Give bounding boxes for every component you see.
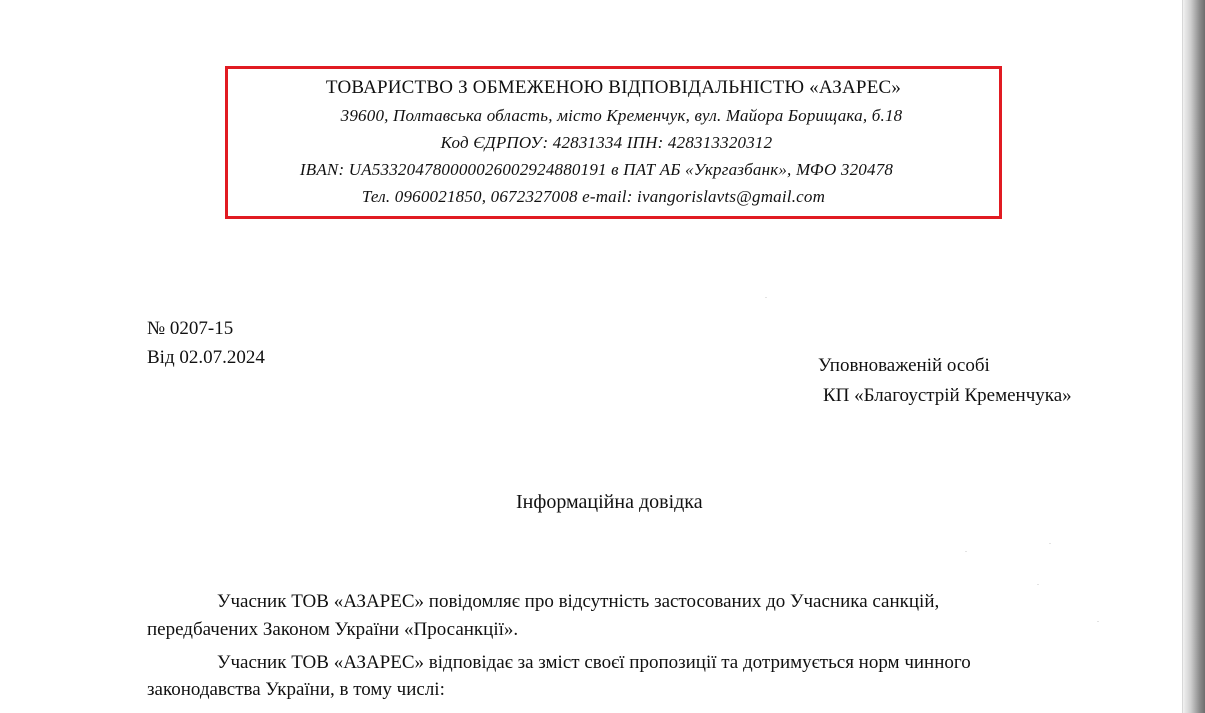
company-contacts: Тел. 0960021850, 0672327008 e-mail: ivangorislavts@gmail.com bbox=[361, 187, 826, 206]
recipient-title: Уповноваженій особі bbox=[818, 355, 990, 376]
paragraph-1-line-1: Учасник ТОВ «АЗАРЕС» повідомляє про відсутність застосованих до Учасника санкцій, bbox=[217, 591, 940, 612]
document-title: Інформаційна довідка bbox=[516, 491, 703, 513]
page-edge-shadow bbox=[1183, 0, 1205, 713]
scan-speck bbox=[1097, 621, 1099, 622]
scan-speck bbox=[1037, 584, 1039, 585]
scan-speck bbox=[965, 551, 967, 552]
document-number: № 0207-15 bbox=[147, 318, 234, 339]
paragraph-2-line-1: Учасник ТОВ «АЗАРЕС» відповідає за зміст своєї пропозиції та дотримується норм чинного bbox=[217, 652, 971, 673]
letterhead-box bbox=[225, 66, 1002, 219]
company-name: ТОВАРИСТВО З ОБМЕЖЕНОЮ ВІДПОВІДАЛЬНІСТЮ «АЗАРЕС» bbox=[325, 77, 902, 98]
company-address: 39600, Полтавська область, місто Кременчук, вул. Майора Борищака, б.18 bbox=[340, 106, 903, 125]
scan-speck bbox=[1049, 543, 1051, 544]
paragraph-2-line-2: законодавства України, в тому числі: bbox=[147, 679, 445, 700]
recipient-organization: КП «Благоустрій Кременчука» bbox=[823, 385, 1072, 406]
paragraph-1-line-2: передбачених Законом України «Просанкції». bbox=[147, 619, 519, 640]
company-codes: Код ЄДРПОУ: 42831334 ІПН: 428313320312 bbox=[440, 133, 773, 152]
scan-speck bbox=[765, 297, 767, 298]
document-date: Від 02.07.2024 bbox=[147, 347, 265, 368]
company-iban: IBAN: UA533204780000026002924880191 в ПАТ АБ «Укргазбанк», МФО 320478 bbox=[299, 160, 894, 179]
